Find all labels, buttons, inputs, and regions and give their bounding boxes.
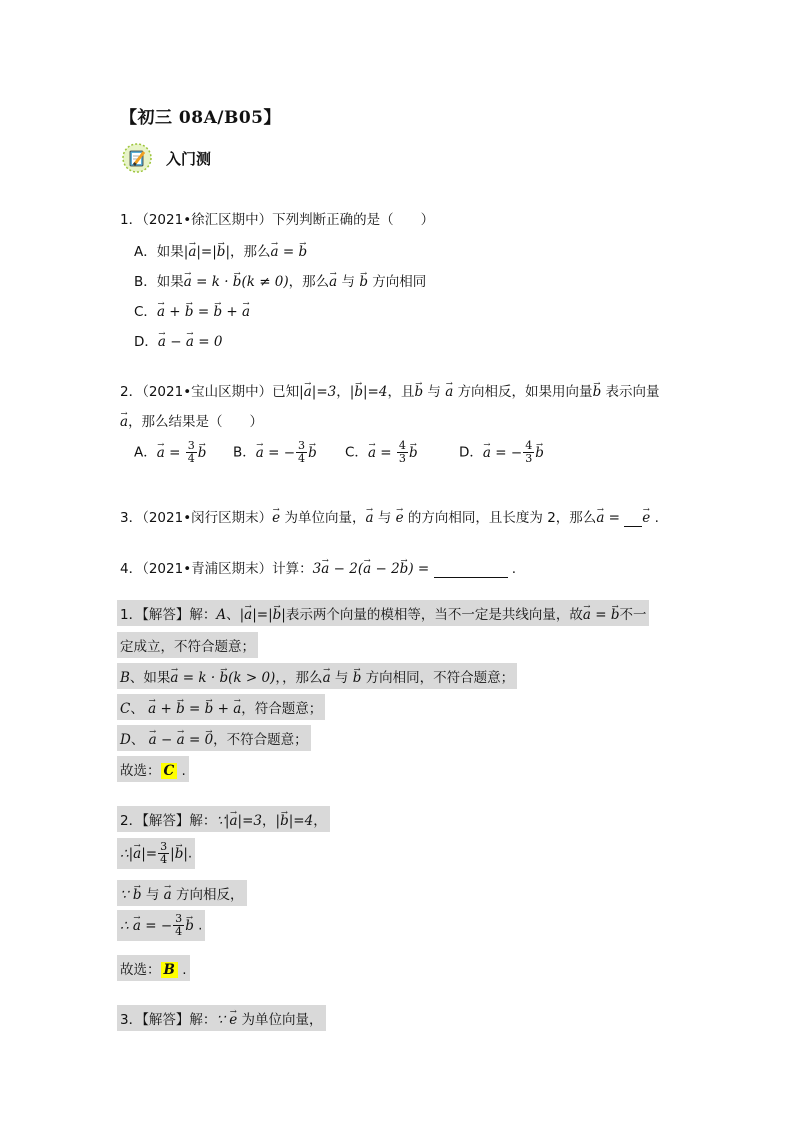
q3-stem: 3．（2021•闵行区期末）→ e 为单位向量，→ a 与 → e 的方向相同，且长度为 2，那么→ a = → e . xyxy=(120,506,659,527)
q2-option-a: A．→ a = $\frac{3}{4}$ → b xyxy=(134,440,206,465)
a2-answer-choice: B xyxy=(161,962,178,978)
a2-line1: 2．【解答】解：∵|→ a|=3，|→ b|=4， xyxy=(117,806,330,832)
q2-option-c: C．→ a = $\frac{4}{3}$ → b xyxy=(345,440,418,465)
q1-option-d: D．→ a − → a = 0 xyxy=(134,330,222,350)
a1-line3: B、如果→ a = k · → b(k > 0)，，那么→ a 与 → b 方向相同，不符合题意； xyxy=(117,663,517,689)
q1-stem: 1．（2021•徐汇区期中）下列判断正确的是（ ） xyxy=(120,212,435,228)
a2-line4: ∴ → a = − $\frac{3}{4}$ → b . xyxy=(117,910,205,941)
a1-answer-choice: C xyxy=(161,763,178,779)
section-title: 入门测 xyxy=(166,150,212,168)
a1-line6: 故选： C . xyxy=(117,756,189,782)
a1-line4: C、 → a + → b = → b + → a，符合题意； xyxy=(117,694,325,720)
a2-line2: ∴|→ a|= $\frac{3}{4}$ |→ b|. xyxy=(117,838,195,869)
q2-stem-line1: 2．（2021•宝山区期中）已知|→ a|=3，|→ b|=4，且→ b 与 → a 方向相反，如果用向量→ b 表示向量 xyxy=(120,380,660,400)
a1-line2: 定成立，不符合题意； xyxy=(117,632,258,658)
q2-option-d: D．→ a = − $\frac{4}{3}$ → b xyxy=(459,440,544,465)
q2-option-b: B．→ a = − $\frac{3}{4}$ → b xyxy=(233,440,317,465)
a2-line5: 故选： B . xyxy=(117,955,190,981)
a1-line1: 1．【解答】解：A、|→ a|=|→ b|表示两个向量的模相等，当不一定是共线向量，故→ a = → b不一 xyxy=(117,600,649,626)
q4-stem: 4．（2021•青浦区期末）计算：3→ a − 2(→ a − 2→ b) = . xyxy=(120,557,516,578)
q1-option-a: A．如果|→ a|=|→ b|，那么→ a = → b xyxy=(134,240,307,260)
a3-line1: 3．【解答】解：∵ → e 为单位向量， xyxy=(117,1005,326,1031)
q1-option-b: B．如果→ a = k · → b(k ≠ 0)，那么→ a 与 → b 方向相同 xyxy=(134,270,426,290)
document-title: 【初三 08A/B05】 xyxy=(120,108,282,128)
q1-option-c: C．→ a + → b = → b + → a xyxy=(134,300,250,320)
notebook-pencil-icon xyxy=(122,143,152,173)
a2-line3: ∵ → b 与 → a 方向相反， xyxy=(117,880,247,906)
a1-line5: D、 → a − → a = → 0，不符合题意； xyxy=(117,725,311,751)
q2-stem-line2: → a，那么结果是（ ） xyxy=(120,410,263,430)
